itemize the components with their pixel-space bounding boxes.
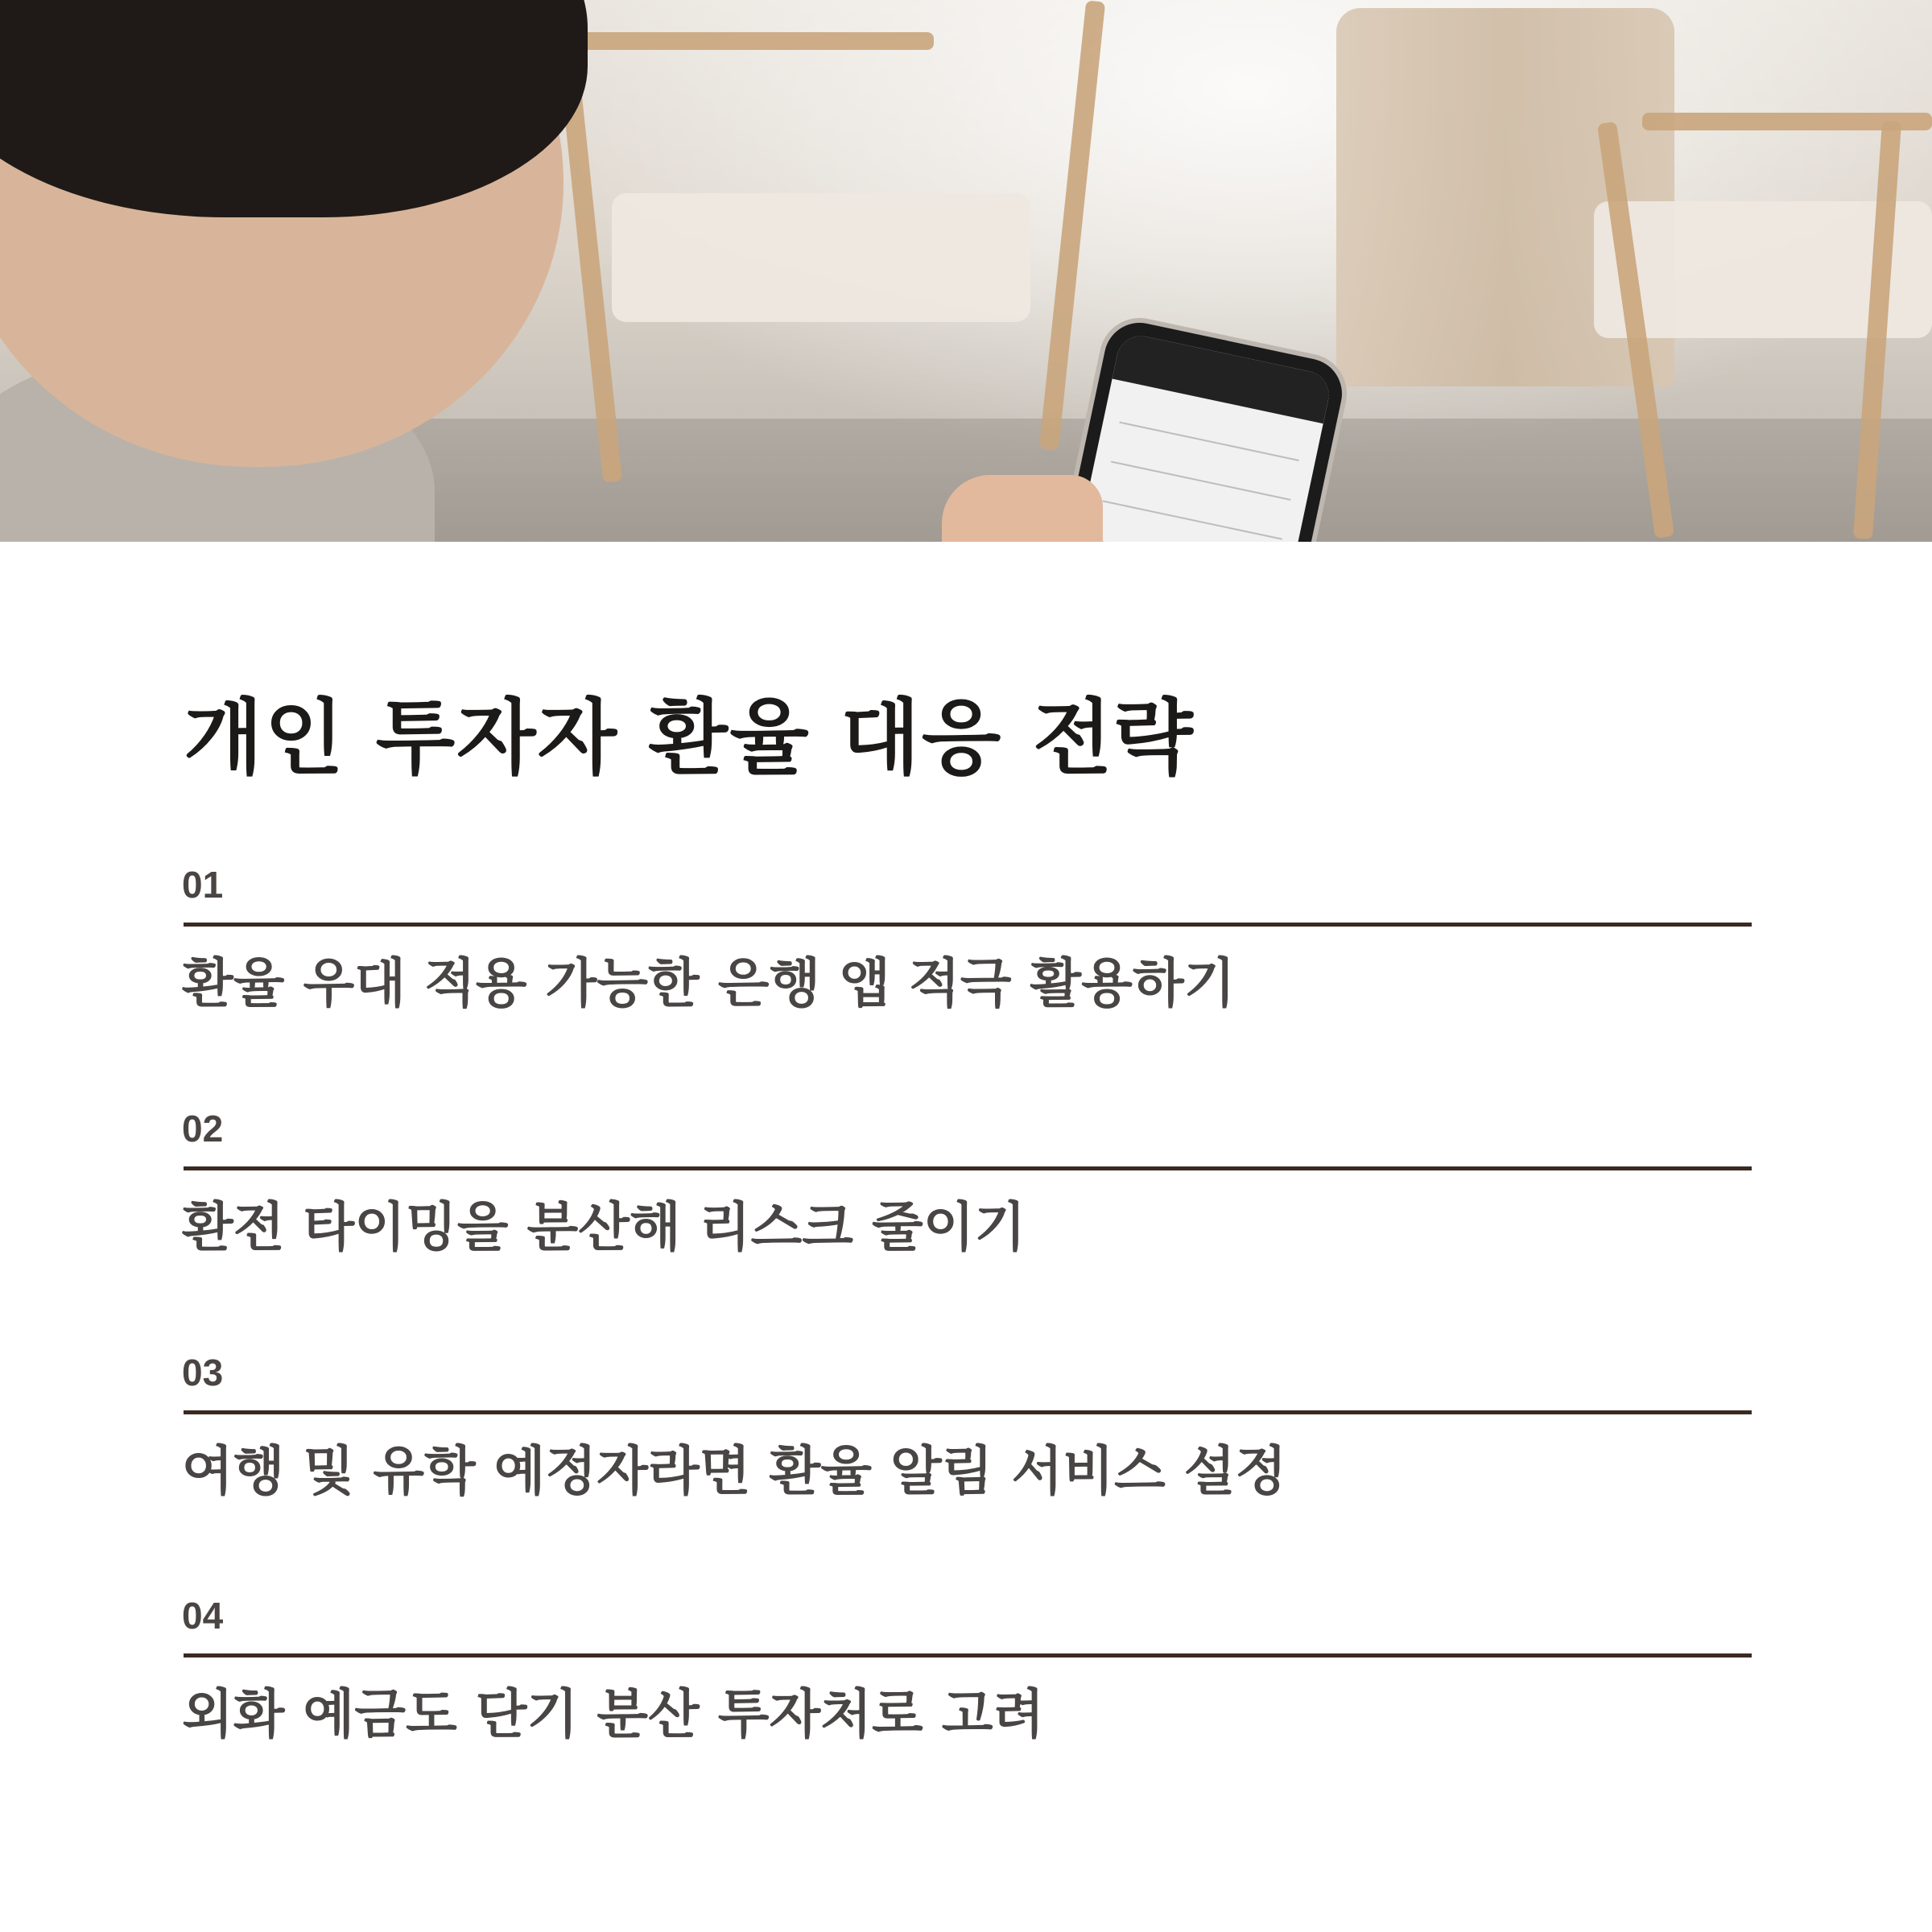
phone-screen <box>1063 332 1333 542</box>
item-number: 04 <box>182 1595 224 1637</box>
item-divider <box>184 1653 1752 1657</box>
phone-chart-line <box>1119 422 1298 461</box>
item-number: 02 <box>182 1108 224 1150</box>
page-title: 개인 투자자 환율 대응 전략 <box>184 691 1195 786</box>
phone-chart-line <box>1094 539 1274 542</box>
item-number: 01 <box>182 864 224 906</box>
phone-chart-line <box>1111 460 1290 500</box>
chair-arm-left <box>564 32 934 50</box>
item-text: 환전 타이밍을 분산해 리스크 줄이기 <box>182 1196 1026 1258</box>
item-text: 환율 우대 적용 가능한 은행 앱 적극 활용하기 <box>182 952 1236 1014</box>
person-hand <box>942 475 1103 542</box>
item-text: 여행 및 유학 예정자라면 환율 알림 서비스 설정 <box>182 1440 1287 1502</box>
item-divider <box>184 1410 1752 1414</box>
item-divider <box>184 1166 1752 1170</box>
item-number: 03 <box>182 1352 224 1393</box>
hero-photo <box>0 0 1932 542</box>
item-divider <box>184 923 1752 927</box>
item-text: 외화 예금도 단기 분산 투자처로 고려 <box>182 1683 1045 1745</box>
chair-cushion-left <box>612 193 1030 322</box>
phone-chart-line <box>1103 500 1282 539</box>
